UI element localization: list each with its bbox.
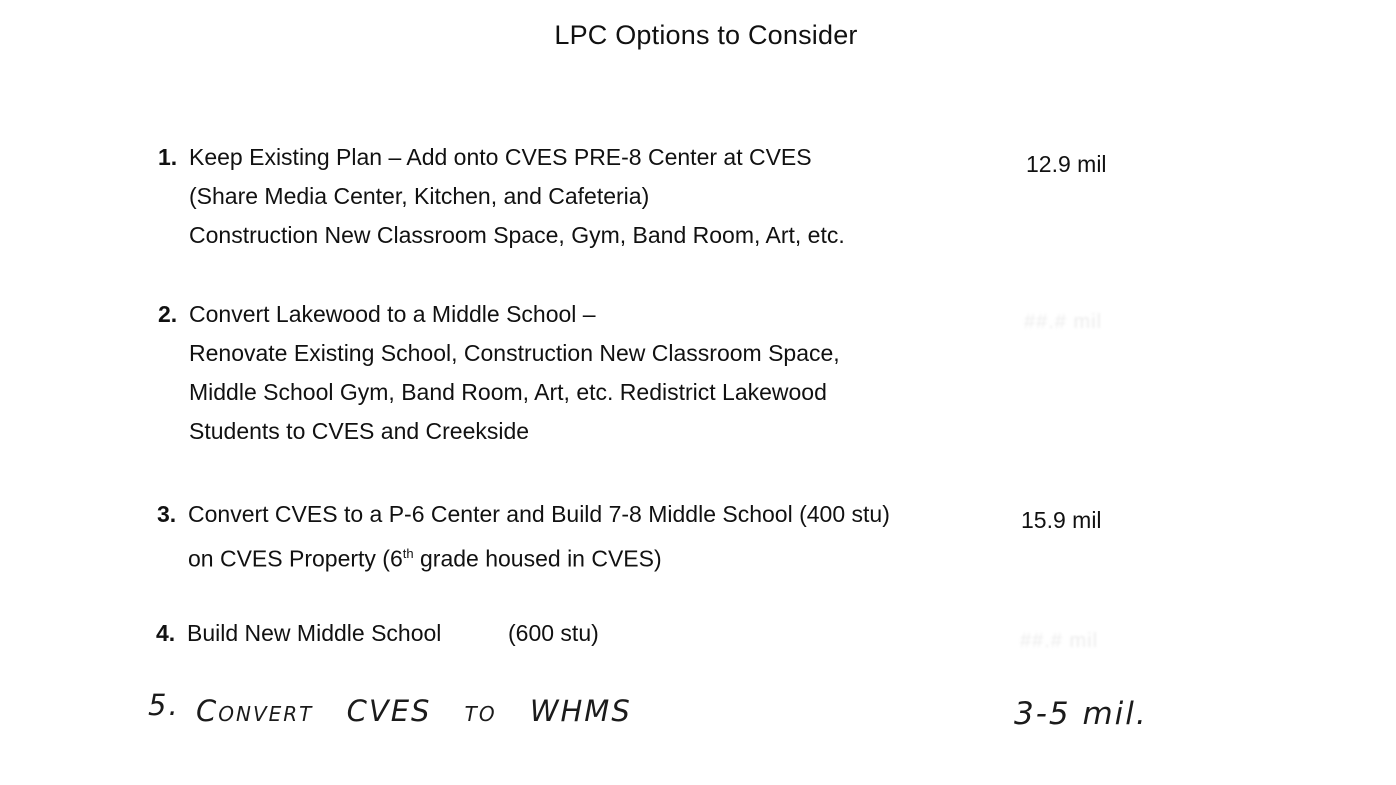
option-3-number: 3. (157, 501, 177, 527)
option-1 (158, 138, 978, 258)
page-title: LPC Options to Consider (554, 20, 858, 50)
handwritten-option-5-text: Convert CVES to WHMS (196, 694, 632, 728)
option-2-line-1: Convert Lakewood to a Middle School – (189, 301, 596, 327)
option-3-cost: 15.9 mil (1021, 507, 1102, 533)
option-1-line-1: Keep Existing Plan – Add onto CVES PRE-8 Center at CVES (189, 144, 812, 170)
option-1-line-2: (Share Media Center, Kitchen, and Cafeteria) (189, 183, 650, 209)
option-3-line-1: Convert CVES to a P-6 Center and Build 7-8 Middle School (400 stu) (188, 501, 890, 527)
option-3-line-2-text: on CVES Property (6 (188, 545, 403, 572)
option-4-capacity: (600 stu) (508, 620, 599, 646)
option-2-line-3: Middle School Gym, Band Room, Art, etc. Redistrict Lakewood (189, 379, 827, 405)
option-2-cost-faded: ##.# mil (1024, 311, 1103, 333)
option-2-line-2: Renovate Existing School, Construction New Classroom Space, (189, 340, 840, 366)
handwritten-option-5-number: 5. (148, 688, 180, 722)
option-2-number: 2. (158, 301, 178, 327)
option-1-number: 1. (158, 144, 178, 170)
option-3-superscript: th (402, 546, 414, 561)
option-3-line-2 (188, 534, 890, 579)
option-2-line-4: Students to CVES and Creekside (189, 418, 530, 444)
option-4-number: 4. (156, 620, 176, 646)
option-3-line-2-rest: grade housed in CVES) (413, 545, 662, 572)
option-4-label: Build New Middle School (187, 620, 442, 646)
option-2 (158, 295, 978, 455)
option-4 (156, 614, 756, 654)
option-1-line-3: Construction New Classroom Space, Gym, Band Room, Art, etc. (189, 222, 845, 248)
option-4-cost-faded: ##.# mil (1020, 630, 1099, 652)
option-3 (157, 495, 997, 575)
handwritten-option-5-cost: 3-5 mil. (1014, 696, 1148, 732)
option-1-cost: 12.9 mil (1026, 151, 1107, 177)
